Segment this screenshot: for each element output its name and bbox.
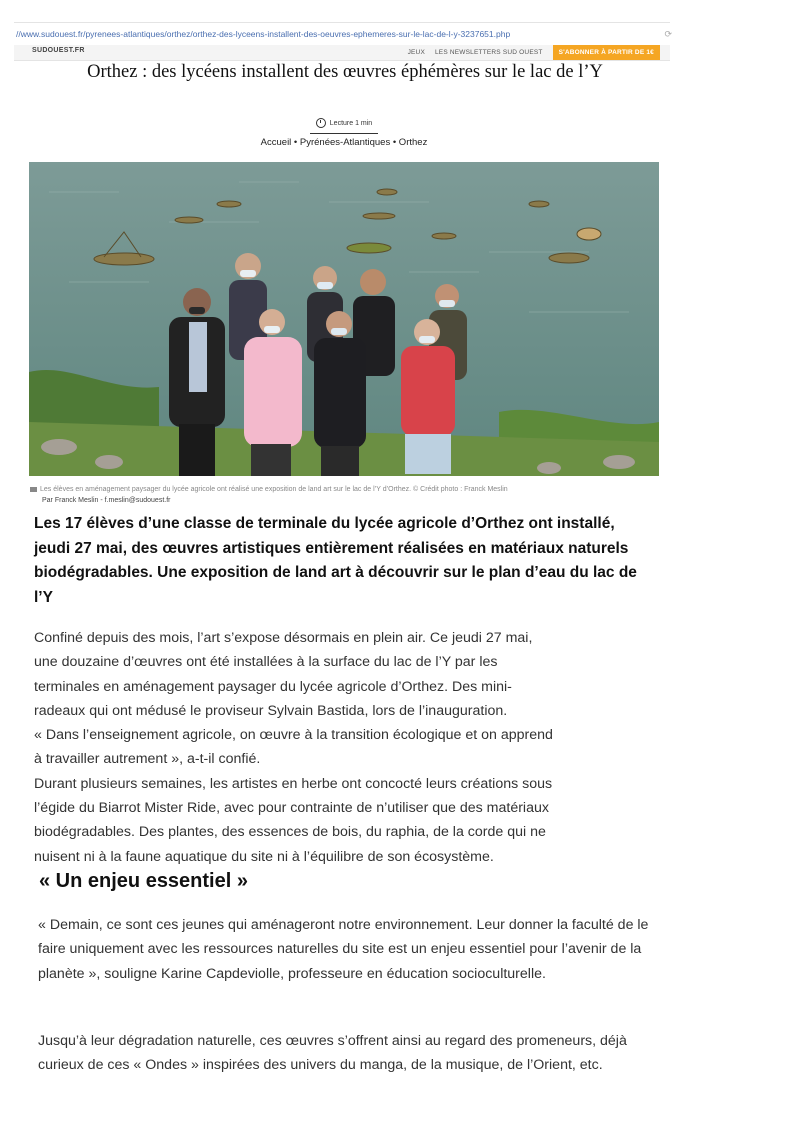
breadcrumb[interactable]: Accueil • Pyrénées-Atlantiques • Orthez [260,137,428,148]
reading-time [310,113,378,134]
article-photo [29,162,659,476]
site-nav [408,45,670,60]
paragraph-line: terminales en aménagement paysager du lycée agricole d’Orthez. Des mini- [34,678,512,695]
paragraph-line: radeaux qui ont médusé le proviseur Sylvain Bastida, lors de l’inauguration. [34,702,508,719]
paragraph-line: Durant plusieurs semaines, les artistes en herbe ont concocté leurs créations sous [34,775,553,792]
site-header [14,45,670,61]
article-paragraph-2: « Demain, ce sont ces jeunes qui aménageront notre environnement. Leur donner la faculté de le faire uniquement avec les ressources naturelles du site est un enjeu essentiel pour l’avenir de la planète », souligne Karine Capdeviolle, professeure en éducation socioculturelle. [38,917,649,982]
paragraph-line: Confiné depuis des mois, l’art s’expose désormais en plein air. Ce jeudi 27 mai, [34,630,533,646]
photo-caption [30,486,508,493]
paragraph-line: l’égide du Biarrot Mister Ride, avec pour contrainte de n’utiliser que des matériaux [34,800,549,817]
paragraph-line: « Dans l’enseignement agricole, on œuvre à la transition écologique et on apprend [34,727,553,744]
nav-games-link[interactable]: JEUX [407,49,425,56]
browser-address-bar[interactable] [14,22,670,46]
nav-newsletters-link[interactable]: LES NEWSLETTERS SUD OUEST [434,49,543,56]
article-lead: Les 17 élèves d’une classe de terminale du lycée agricole d’Orthez ont installé, jeudi 27 mai, des œuvres artistiques entièrement réalisées en matériaux naturels biodégradables. Une exposition de land art à découvrir sur le plan d’eau du lac de l’Y [34,515,637,606]
site-logo[interactable]: SUDOUEST.FR [32,47,85,54]
reading-time-label: Lecture 1 min [329,119,373,127]
reload-icon[interactable]: ⟳ [664,29,672,39]
article-subheading: « Un enjeu essentiel » [39,870,248,892]
article-title: Orthez : des lycéens installent des œuvres éphémères sur le lac de l’Y [87,62,603,82]
url-text[interactable]: //www.sudouest.fr/pyrenees-atlantiques/orthez/orthez-des-lyceens-installent-des-oeuvres-ephemeres-sur-le-lac-de-l-y-3237651.php [16,29,511,39]
camera-icon [30,487,37,492]
article-paragraph-3: Jusqu’à leur dégradation naturelle, ces œuvres s’offrent ainsi au regard des promeneurs, déjà curieux de ces « Ondes » inspirées des univers du manga, de la musique, de l’Orient, etc. [38,1033,627,1074]
subscribe-button[interactable]: S'ABONNER À PARTIR DE 1€ [553,45,660,60]
article-paragraph-1 [34,626,659,869]
author-byline[interactable]: Par Franck Meslin - f.meslin@sudouest.fr [42,497,171,504]
paragraph-line: nuisent ni à la faune aquatique du site ni à l’équilibre de son écosystème. [34,848,494,865]
paragraph-line: biodégradables. Des plantes, des essences de bois, du raphia, de la corde qui ne [34,824,546,841]
paragraph-line: à travailler autrement », a-t-il confié. [34,751,261,768]
clock-icon [316,118,326,128]
paragraph-line: une douzaine d’œuvres ont été installées à la surface du lac de l’Y par les [34,654,498,671]
photo-caption-text: Les élèves en aménagement paysager du lycée agricole ont réalisé une exposition de land art sur le lac de l’Y d’Orthez. © Crédit photo : Franck Meslin [40,486,508,493]
